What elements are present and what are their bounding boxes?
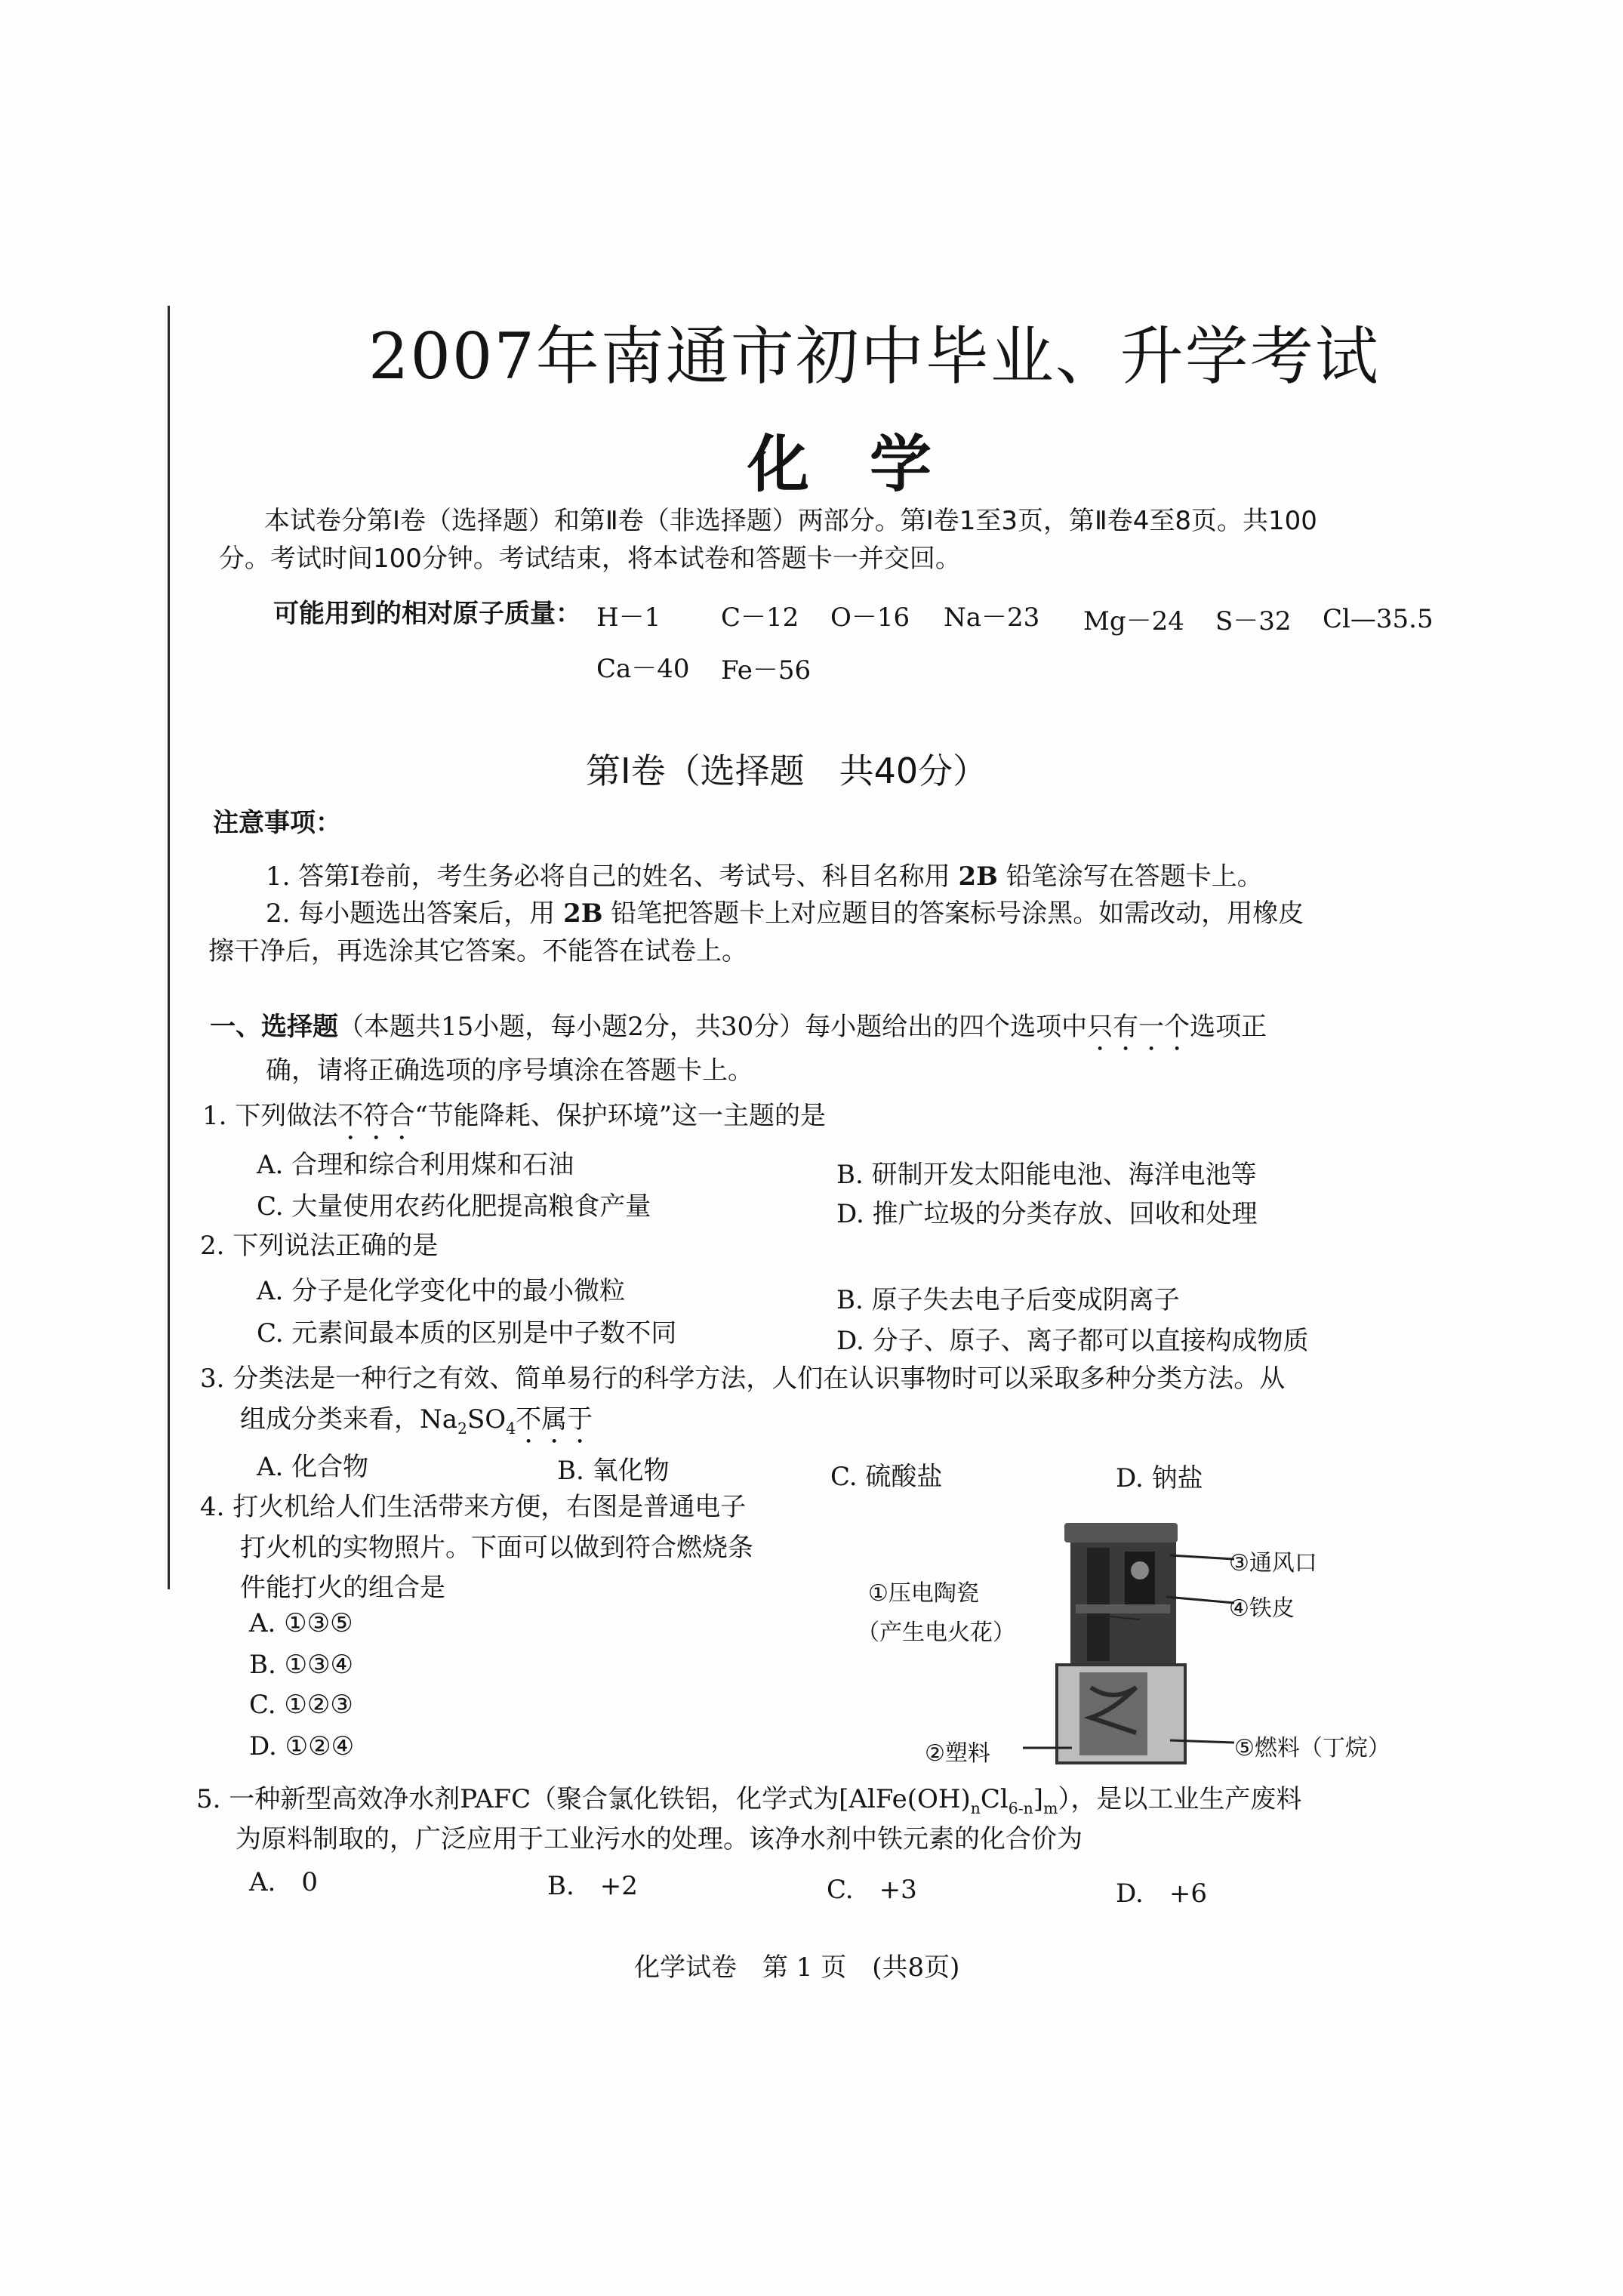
question-1-option-c: C. 大量使用农药化肥提高粮食产量 <box>257 1191 651 1222</box>
label-spark: （产生电火花） <box>857 1620 1015 1646</box>
intro-line-2: 分。考试时间100分钟。考试结束，将本试卷和答题卡一并交回。 <box>219 544 961 574</box>
atomic-mass-fe: Fe－56 <box>721 655 812 686</box>
subject-title: 化学 <box>747 428 993 501</box>
note-1: 1. 答第Ⅰ卷前，考生务必将自己的姓名、考试号、科目名称用 2B 铅笔涂写在答题卡上。 <box>266 861 1263 892</box>
question-5-option-d: D. +6 <box>1116 1878 1207 1909</box>
question-4-line-3: 件能打火的组合是 <box>240 1573 445 1603</box>
question-2-stem: 2. 下列说法正确的是 <box>200 1231 439 1261</box>
label-piezo-ceramic: ①压电陶瓷 <box>868 1580 979 1607</box>
notes-title: 注意事项： <box>213 808 341 838</box>
atomic-mass-h: H－1 <box>596 603 661 633</box>
atomic-mass-s: S－32 <box>1215 606 1292 636</box>
atomic-mass-ca: Ca－40 <box>596 654 690 684</box>
question-5-line-2: 为原料制取的，广泛应用于工业污水的处理。该净水剂中铁元素的化合价为 <box>236 1824 1083 1854</box>
label-plastic: ②塑料 <box>925 1740 990 1767</box>
atomic-mass-c: C－12 <box>721 603 799 633</box>
intro-line-1: 本试卷分第Ⅰ卷（选择题）和第Ⅱ卷（非选择题）两部分。第Ⅰ卷1至3页，第Ⅱ卷4至8页。共100 <box>264 506 1317 536</box>
question-1-stem: 1. 下列做法不符合“节能降耗、保护环境”这一主题的是 <box>202 1101 827 1131</box>
question-4-option-c: C. ①②③ <box>249 1690 353 1720</box>
note-2: 2. 每小题选出答案后，用 2B 铅笔把答题卡上对应题目的答案标号涂黑。如需改动，用橡皮 <box>266 898 1304 929</box>
question-3-option-c: C. 硫酸盐 <box>830 1462 943 1492</box>
atomic-mass-cl: Cl—35.5 <box>1323 604 1434 634</box>
part-1-heading-line-2: 确，请将正确选项的序号填涂在答题卡上。 <box>266 1056 753 1086</box>
section-1-title: 第Ⅰ卷（选择题 共40分） <box>586 750 988 791</box>
question-3-stem-line-1: 3. 分类法是一种行之有效、简单易行的科学方法，人们在认识事物时可以采取多种分类方法。从 <box>200 1364 1286 1394</box>
question-5-line-1: 5. 一种新型高效净水剂PAFC（聚合氯化铁铝，化学式为$[AlFe(OH)_nCl_{6-n}]_m$），是以工业生产废料 <box>196 1784 1302 1817</box>
question-4-option-a: A. ①③⑤ <box>249 1608 353 1638</box>
page-footer: 化学试卷 第 1 页 (共8页) <box>634 1952 960 1983</box>
exam-title: 2007年南通市初中毕业、升学考试 <box>368 319 1380 393</box>
atomic-mass-na: Na－23 <box>944 603 1040 633</box>
atomic-mass-label: 可能用到的相对原子质量： <box>273 599 581 629</box>
question-3-option-b: B. 氧化物 <box>557 1456 670 1486</box>
atomic-mass-mg: Mg－24 <box>1083 606 1184 636</box>
label-vent: ③通风口 <box>1229 1550 1317 1576</box>
question-4-line-2: 打火机的实物照片。下面可以做到符合燃烧条 <box>240 1533 753 1563</box>
question-2-option-a: A. 分子是化学变化中的最小微粒 <box>257 1276 626 1306</box>
lighter-figure <box>857 1514 1412 1778</box>
atomic-mass-o: O－16 <box>830 603 910 633</box>
question-1-option-b: B. 研制开发太阳能电池、海洋电池等 <box>836 1160 1257 1190</box>
part-1-heading: 一、选择题（本题共15小题，每小题2分，共30分）每小题给出的四个选项中只有一个选项正 <box>210 1012 1267 1042</box>
question-4-option-b: B. ①③④ <box>249 1650 354 1680</box>
question-1-option-d: D. 推广垃圾的分类存放、回收和处理 <box>836 1199 1258 1229</box>
margin-binding-line <box>168 306 170 1589</box>
question-1-option-a: A. 合理和综合利用煤和石油 <box>257 1150 574 1180</box>
question-3-stem-line-2: 组成分类来看，$Na_2SO_4$不属于 <box>240 1404 593 1438</box>
question-3-option-d: D. 钠盐 <box>1116 1463 1203 1493</box>
question-4-line-1: 4. 打火机给人们生活带来方便，右图是普通电子 <box>200 1492 747 1522</box>
question-4-option-d: D. ①②④ <box>249 1731 355 1761</box>
question-5-option-a: A. 0 <box>249 1867 318 1897</box>
note-2-line-2: 擦干净后，再选涂其它答案。不能答在试卷上。 <box>208 936 747 966</box>
label-fuel-butane: ⑤燃料（丁烷） <box>1234 1735 1390 1761</box>
question-2-option-c: C. 元素间最本质的区别是中子数不同 <box>257 1318 677 1348</box>
question-3-option-a: A. 化合物 <box>257 1452 369 1482</box>
question-5-option-b: B. +2 <box>547 1871 638 1901</box>
label-iron-sheet: ④铁皮 <box>1229 1595 1295 1622</box>
question-2-option-b: B. 原子失去电子后变成阴离子 <box>836 1285 1180 1315</box>
question-5-option-c: C. +3 <box>827 1875 917 1905</box>
question-2-option-d: D. 分子、原子、离子都可以直接构成物质 <box>836 1326 1309 1356</box>
